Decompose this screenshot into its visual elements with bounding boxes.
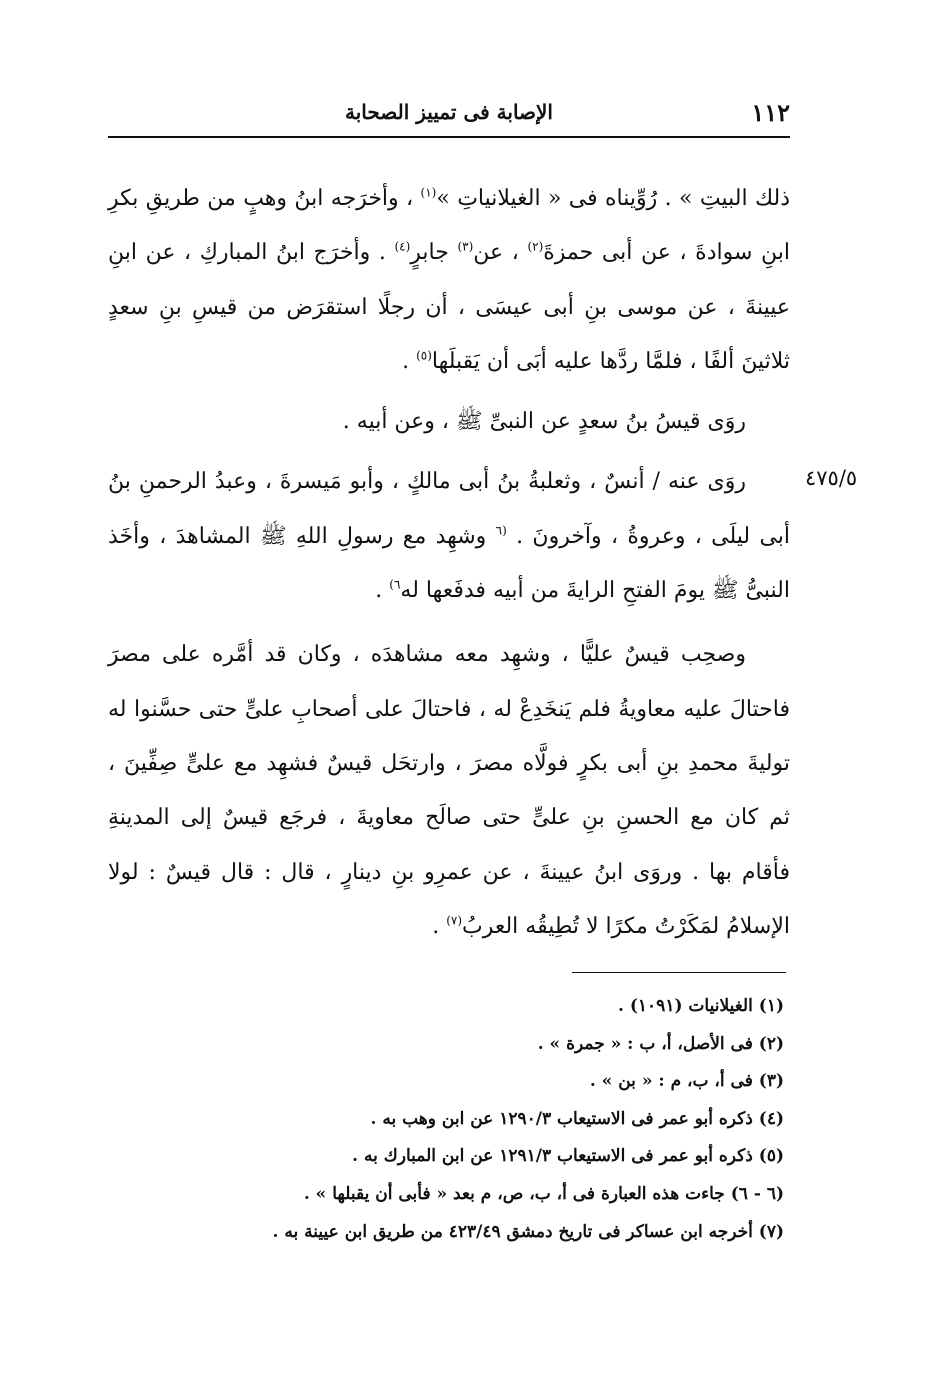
paragraph-1 (108, 172, 790, 389)
text-run: . وأخرَج ابنُ المباركِ ، عن ابنِ عيينةَ ، عن موسى بنِ أبى عيسَى ، أن رجلًا استقرَض من قيسِ بنِ سعدٍ ثلاثينَ ألفًا ، فلمَّا ردَّها عليه أبَى أن يَقبلَها (108, 240, 790, 374)
page-number: ١١٢ (751, 98, 790, 127)
footnote-separator (572, 972, 786, 973)
footnote-4: (٤) ذكره أبو عمر فى الاستيعاب ١٢٩٠/٣ عن ابن وهب به . (370, 1108, 784, 1129)
footnotes (108, 988, 784, 1251)
paragraph-4 (108, 628, 790, 954)
text-run: جابرٍ (410, 240, 458, 266)
paragraph-2: روَى قيسُ بنُ سعدٍ عن النبىِّ ﷺ ، وعن أبيه . (342, 409, 746, 435)
text-run: . (375, 578, 390, 604)
page-header (108, 92, 790, 132)
main-text (108, 172, 790, 954)
footnote-marker: (٦ (495, 523, 507, 538)
footnote-6: (٦ - ٦) جاءت هذه العبارة فى أ، ب، ص، م بعد « فأبى أن يقبلها » . (303, 1183, 784, 1204)
footnote-7: (٧) أخرجه ابن عساكر فى تاريخ دمشق ٤٢٣/٤٩ من طريق ابن عيينة به . (272, 1221, 784, 1242)
footnote-marker: (٥) (416, 348, 432, 363)
margin-reference: ٤٧٥/٥ (805, 466, 858, 490)
paragraph-3 (108, 455, 790, 618)
text-run: وشهِد مع رسولِ اللهِ ﷺ المشاهدَ ، وأخَذ النبىُّ ﷺ يومَ الفتحِ الرايةَ من أبيه فدفَعها له (108, 523, 790, 604)
footnote-2: (٢) فى الأصل، أ، ب : « جمرة » . (537, 1033, 784, 1054)
text-run: روَى عنه / أنسٌ ، وثعلبةُ بنُ أبى مالكٍ ، وأبو مَيسرةَ ، وعبدُ الرحمنِ بنُ أبى ليلَى ، وعروةُ ، وآخرونَ . (108, 469, 791, 549)
footnote-marker: ٦) (389, 577, 401, 592)
text-run: . (402, 348, 417, 374)
footnote-5: (٥) ذكره أبو عمر فى الاستيعاب ١٢٩١/٣ عن ابن المبارك به . (352, 1146, 784, 1167)
footnote-3: (٣) فى أ، ب، م : « بن » . (589, 1071, 784, 1092)
header-rule (108, 136, 790, 138)
text-run: ذلك البيتِ » . رُوِّيناه فى « الغيلانياتِ » (436, 186, 790, 211)
text-run: ، وأخرَجه ابنُ وهبٍ من طريقِ بكرِ ابنِ سوادةَ ، عن أبى حمزةَ (108, 186, 790, 266)
footnote-marker: (٢) (527, 239, 544, 254)
paragraph-gap (108, 618, 790, 628)
text-run: وصحِب قيسٌ عليًّا ، وشهِد معه مشاهدَه ، وكان قد أمَّره على مصرَ فاحتالَ عليه معاويةُ فلم يَنخَدِعْ له ، فاحتالَ على أصحابِ علىٍّ حتى حسَّنوا له توليةَ محمدِ بنِ أبى بكرٍ فولَّاه مصرَ ، وارتحَل قيسٌ فشهِد مع علىٍّ صِفِّينَ ، ثم كان مع الحسنِ بنِ علىٍّ حتى صالَح معاويةَ ، فرجَع قيسٌ إلى المدينةِ فأقام بها . وروَى ابنُ عيينةَ ، عن عمرِو بنِ دينارٍ ، قال : قال قيسٌ : لولا الإسلامُ لمَكَرْتُ مكرًا لا تُطِيقُه العربُ (108, 642, 790, 939)
footnote-marker: (٤) (394, 239, 411, 254)
text-run: . (432, 913, 447, 939)
footnote-1: (١) الغيلانيات (١٠٩١) . (618, 996, 784, 1016)
running-title: الإصابة فى تمييز الصحابة (345, 100, 553, 124)
footnote-marker: (٧) (446, 913, 463, 928)
footnote-marker: (٣) (457, 239, 474, 254)
text-run: ، عن (473, 240, 528, 266)
footnote-marker: (١) (420, 185, 437, 200)
